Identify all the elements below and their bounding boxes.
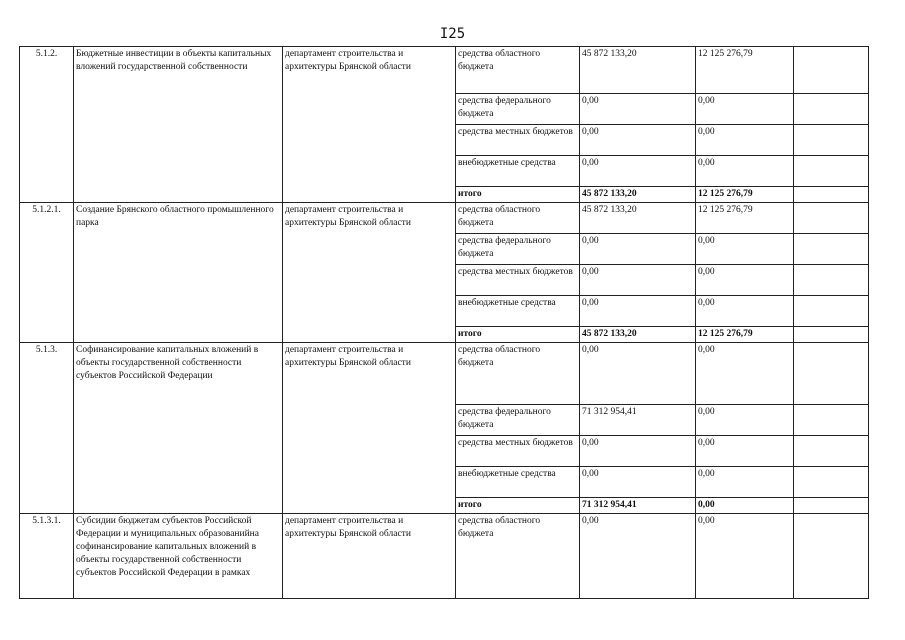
funding-source: внебюджетные средства <box>456 156 580 187</box>
funding-source: средства областного бюджета <box>456 514 580 599</box>
empty-cell <box>794 405 869 436</box>
amount-1: 0,00 <box>580 467 696 498</box>
funding-source: средства областного бюджета <box>456 203 580 234</box>
amount-1: 0,00 <box>580 514 696 599</box>
amount-1: 0,00 <box>580 296 696 327</box>
funding-source-total: итого <box>456 498 580 514</box>
funding-source-total: итого <box>456 187 580 203</box>
amount-1: 0,00 <box>580 343 696 405</box>
item-executor: департамент строительства и архитектуры Брянской области <box>283 203 456 343</box>
empty-cell <box>794 514 869 599</box>
empty-cell <box>794 203 869 234</box>
amount-2: 0,00 <box>696 265 794 296</box>
funding-source: внебюджетные средства <box>456 296 580 327</box>
page-number: I25 <box>439 26 466 42</box>
item-executor: департамент строительства и архитектуры Брянской области <box>283 47 456 203</box>
empty-cell <box>794 498 869 514</box>
item-name: Субсидии бюджетам субъектов Российской Федерации и муниципальных образованийна софинансирование капитальных вложений в объекты государственной собственности субъектов Российской Федерации в рамках <box>74 514 283 599</box>
item-name: Софинансирование капитальных вложений в объекты государственной собственности субъектов Российской Федерации <box>74 343 283 514</box>
empty-cell <box>794 265 869 296</box>
table-row <box>20 514 869 599</box>
amount-1: 45 872 133,20 <box>580 203 696 234</box>
amount-1-total: 45 872 133,20 <box>580 187 696 203</box>
amount-1: 71 312 954,41 <box>580 405 696 436</box>
empty-cell <box>794 467 869 498</box>
item-name: Бюджетные инвестиции в объекты капитальных вложений государственной собственности <box>74 47 283 203</box>
item-executor: департамент строительства и архитектуры Брянской области <box>283 514 456 599</box>
amount-2: 0,00 <box>696 94 794 125</box>
funding-source: средства федерального бюджета <box>456 94 580 125</box>
amount-2: 0,00 <box>696 467 794 498</box>
amount-2: 0,00 <box>696 296 794 327</box>
funding-source: средства местных бюджетов <box>456 125 580 156</box>
budget-table <box>19 46 869 599</box>
amount-2-total: 0,00 <box>696 498 794 514</box>
funding-source: средства областного бюджета <box>456 47 580 94</box>
funding-source: средства областного бюджета <box>456 343 580 405</box>
amount-1: 0,00 <box>580 125 696 156</box>
empty-cell <box>794 125 869 156</box>
empty-cell <box>794 187 869 203</box>
amount-2-total: 12 125 276,79 <box>696 187 794 203</box>
amount-2: 0,00 <box>696 343 794 405</box>
item-code: 5.1.2.1. <box>20 203 74 343</box>
funding-source: средства местных бюджетов <box>456 265 580 296</box>
amount-1-total: 45 872 133,20 <box>580 327 696 343</box>
amount-2: 0,00 <box>696 405 794 436</box>
item-code: 5.1.3.1. <box>20 514 74 599</box>
empty-cell <box>794 343 869 405</box>
amount-2: 0,00 <box>696 234 794 265</box>
amount-2: 12 125 276,79 <box>696 203 794 234</box>
empty-cell <box>794 156 869 187</box>
empty-cell <box>794 47 869 94</box>
amount-2: 0,00 <box>696 436 794 467</box>
funding-source: средства местных бюджетов <box>456 436 580 467</box>
amount-2: 0,00 <box>696 156 794 187</box>
funding-source: средства федерального бюджета <box>456 405 580 436</box>
item-code: 5.1.2. <box>20 47 74 203</box>
empty-cell <box>794 296 869 327</box>
empty-cell <box>794 436 869 467</box>
empty-cell <box>794 327 869 343</box>
amount-1: 0,00 <box>580 94 696 125</box>
amount-2: 0,00 <box>696 514 794 599</box>
amount-1: 0,00 <box>580 265 696 296</box>
amount-1: 45 872 133,20 <box>580 47 696 94</box>
item-executor: департамент строительства и архитектуры Брянской области <box>283 343 456 514</box>
funding-source-total: итого <box>456 327 580 343</box>
empty-cell <box>794 94 869 125</box>
table-row <box>20 47 869 94</box>
amount-2: 12 125 276,79 <box>696 47 794 94</box>
amount-2-total: 12 125 276,79 <box>696 327 794 343</box>
item-name: Создание Брянского областного промышленного парка <box>74 203 283 343</box>
table-row <box>20 343 869 405</box>
funding-source: средства федерального бюджета <box>456 234 580 265</box>
empty-cell <box>794 234 869 265</box>
amount-1: 0,00 <box>580 156 696 187</box>
amount-1-total: 71 312 954,41 <box>580 498 696 514</box>
funding-source: внебюджетные средства <box>456 467 580 498</box>
amount-1: 0,00 <box>580 436 696 467</box>
table-row <box>20 203 869 234</box>
amount-2: 0,00 <box>696 125 794 156</box>
amount-1: 0,00 <box>580 234 696 265</box>
item-code: 5.1.3. <box>20 343 74 514</box>
